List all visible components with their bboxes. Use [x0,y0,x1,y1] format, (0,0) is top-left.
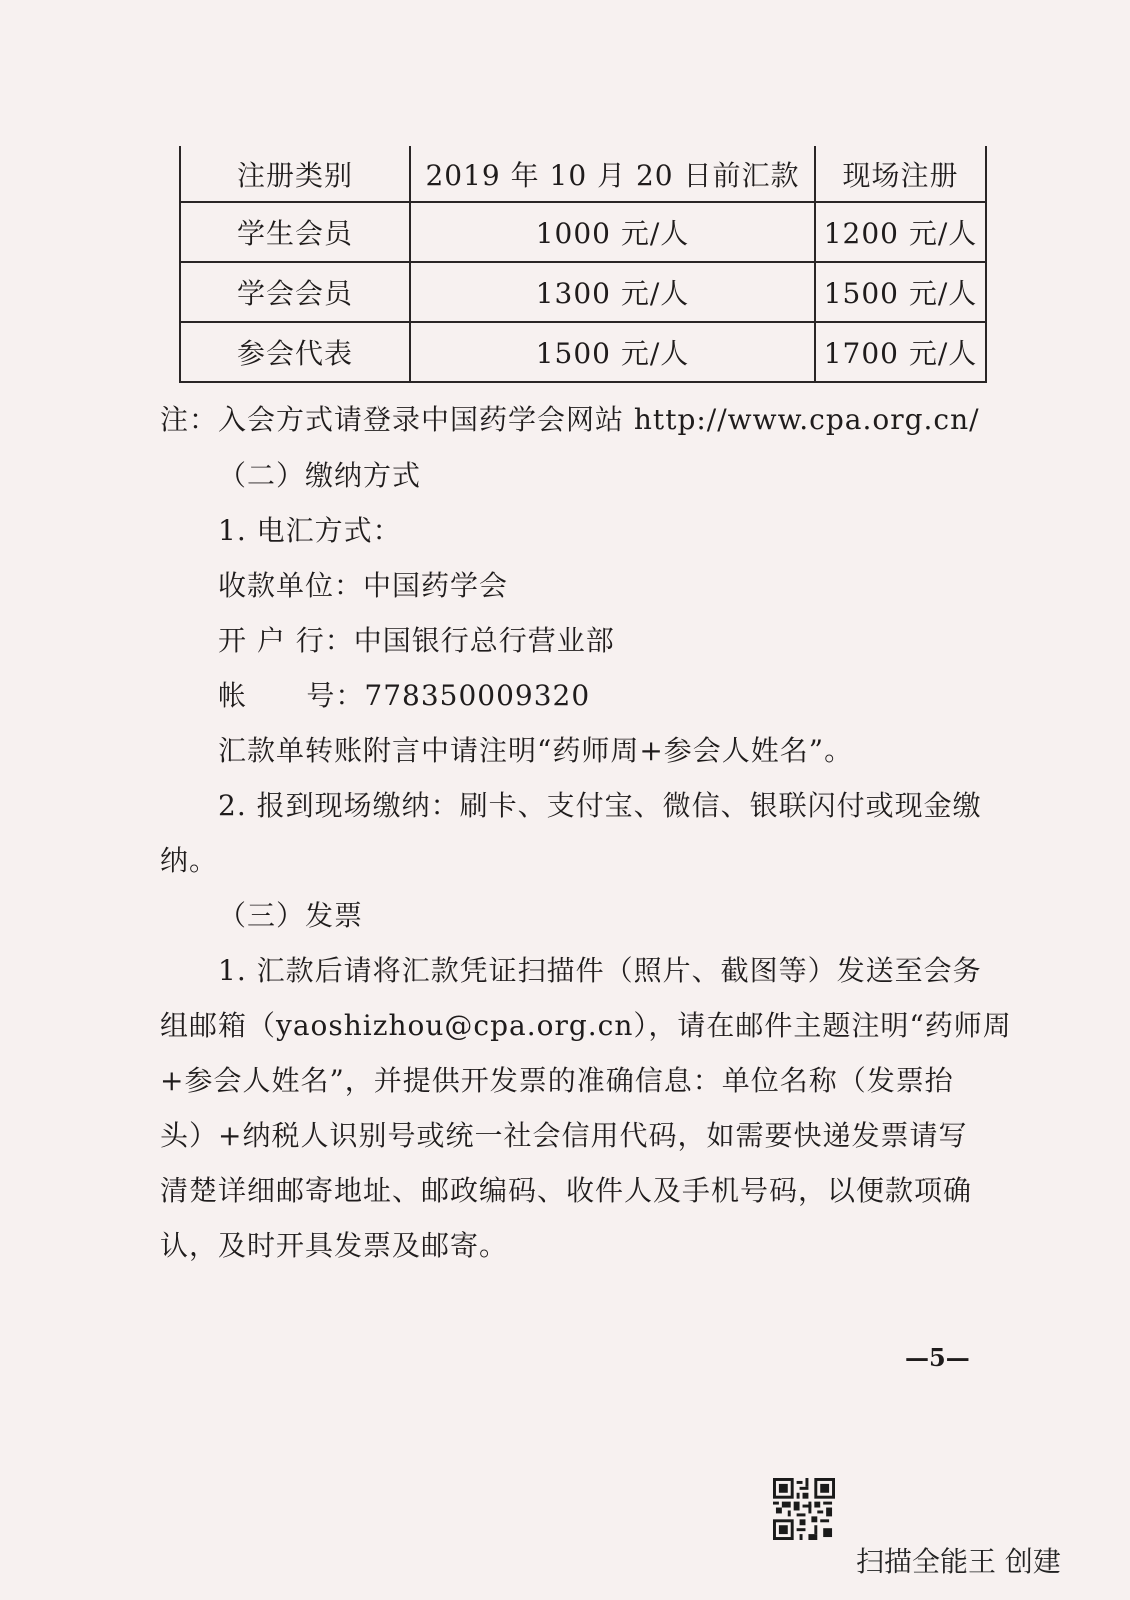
table-cell: 1200 元/人 [815,202,986,262]
wire-transfer-title: 1. 电汇方式： [218,514,402,547]
onsite-payment-line-2: 纳。 [160,844,219,877]
table-cell: 1300 元/人 [410,262,815,322]
table-header-row [180,146,986,202]
table-row [180,202,986,262]
invoice-line: +参会人姓名”，并提供开发票的准确信息：单位名称（发票抬 [160,1064,954,1097]
table-row [180,322,986,382]
bank-line: 开 户 行：中国银行总行营业部 [218,624,615,657]
table-cell: 参会代表 [180,322,410,382]
membership-note: 注：入会方式请登录中国药学会网站 http://www.cpa.org.cn/ [160,403,980,436]
table-cell: 1500 元/人 [410,322,815,382]
payee-line: 收款单位：中国药学会 [218,569,509,602]
payment-method-heading: （二）缴纳方式 [218,459,422,492]
invoice-line: 1. 汇款后请将汇款凭证扫描件（照片、截图等）发送至会务 [218,954,982,987]
account-line: 帐 号：778350009320 [218,679,591,712]
table-cell: 学会会员 [180,262,410,322]
invoice-heading: （三）发票 [218,899,364,932]
table-cell: 1700 元/人 [815,322,986,382]
onsite-payment-line-1: 2. 报到现场缴纳：刷卡、支付宝、微信、银联闪付或现金缴 [218,789,982,822]
invoice-line: 清楚详细邮寄地址、邮政编码、收件人及手机号码，以便款项确 [160,1174,973,1207]
qr-code-icon [773,1478,835,1540]
page-number: —5— [905,1343,970,1372]
table-row [180,262,986,322]
table-cell: 1500 元/人 [815,262,986,322]
transfer-remark-line: 汇款单转账附言中请注明“药师周+参会人姓名”。 [218,734,854,767]
scanner-watermark: 扫描全能王 创建 [856,1545,1061,1578]
invoice-line: 组邮箱（yaoshizhou@cpa.org.cn），请在邮件主题注明“药师周 [160,1009,1012,1042]
invoice-line: 头）+纳税人识别号或统一社会信用代码，如需要快递发票请写 [160,1119,968,1152]
table-cell: 1000 元/人 [410,202,815,262]
header-category: 注册类别 [180,146,410,202]
table-cell: 学生会员 [180,202,410,262]
header-early-remit: 2019 年 10 月 20 日前汇款 [410,146,815,202]
header-onsite: 现场注册 [815,146,986,202]
registration-fee-table [179,146,987,383]
invoice-line: 认，及时开具发票及邮寄。 [160,1229,509,1262]
